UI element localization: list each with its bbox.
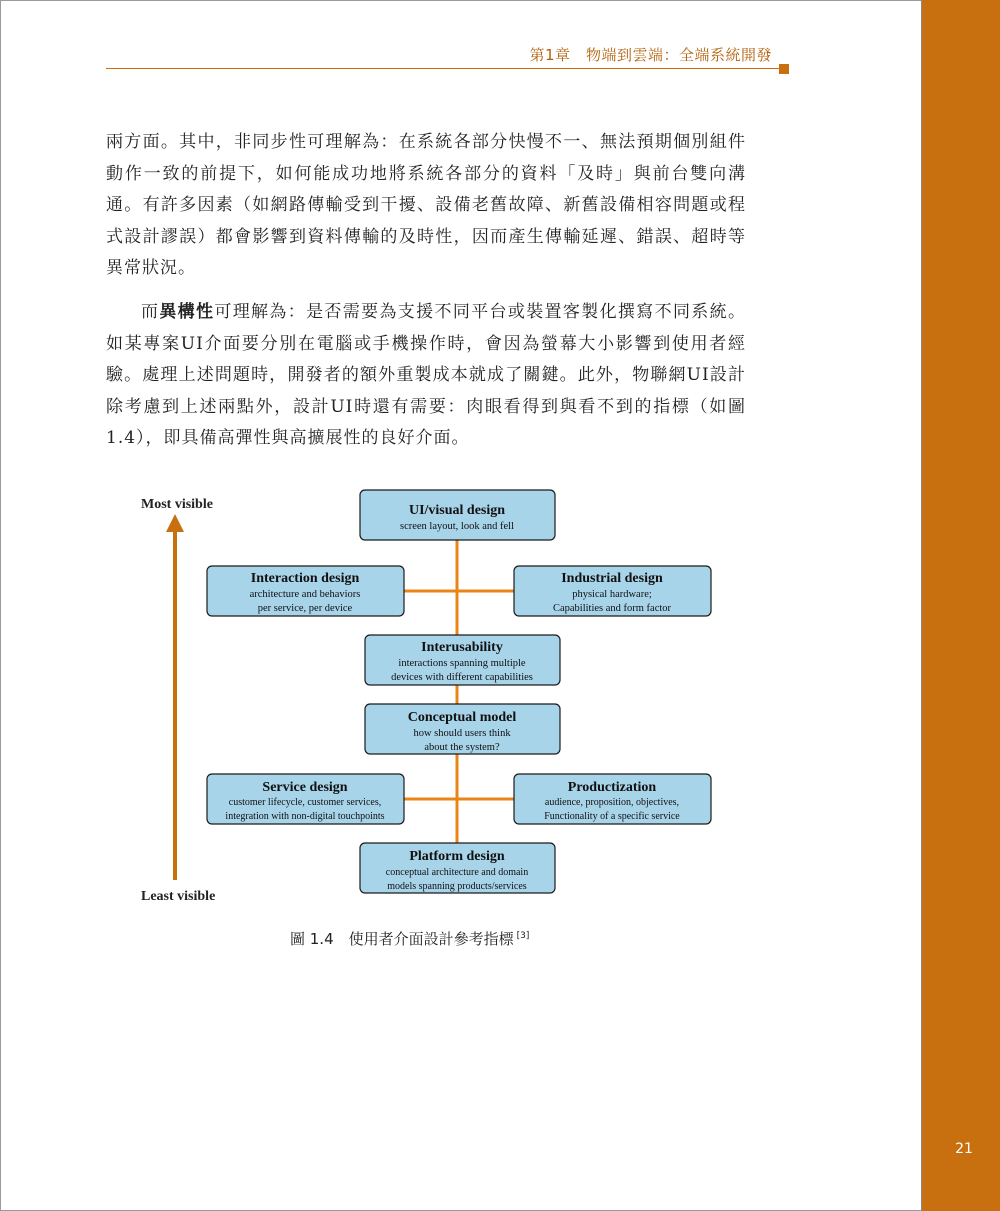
box-interusability <box>365 635 560 685</box>
box-title: Service design <box>262 780 348 795</box>
box-title: Industrial design <box>561 571 663 586</box>
box-title: Interaction design <box>250 571 360 586</box>
paragraph-prefix: 而 <box>141 302 160 322</box>
box-line: per service, per device <box>257 603 353 614</box>
running-header: 第1章 物端到雲端：全端系統開發 <box>529 46 772 64</box>
bold-term-heterogeneity: 異構性 <box>159 302 215 322</box>
box-industrial-design <box>514 566 711 616</box>
figure-caption <box>290 928 529 949</box>
paragraph-body: 可理解為：是否需要為支援不同平台或裝置客製化撰寫不同系統。如某專案UI介面要分別在電腦或手機操作時，會因為螢幕大小影響到使用者經驗。處理上述問題時，開發者的額外重製成本就成了關鍵。此外，物聯網UI設計除考慮到上述兩點外，設計UI時還有需要：肉眼看得到與看不到的指標（如圖1.4），即具備高彈性與高擴展性的良好介面。 <box>106 302 746 448</box>
box-line: conceptual architecture and domain <box>385 867 529 878</box>
box-title: Conceptual model <box>407 710 517 725</box>
box-productization <box>514 774 711 824</box>
box-line: integration with non-digital touchpoints <box>225 811 385 822</box>
page-number: 21 <box>955 1141 973 1157</box>
axis-label-most-visible: Most visible <box>141 497 213 512</box>
box-line: architecture and behaviors <box>249 589 361 600</box>
box-line: interactions spanning multiple <box>398 658 526 669</box>
box-line: customer lifecycle, customer services, <box>228 797 382 808</box>
box-platform-design <box>360 843 555 893</box>
box-ui-visual-design <box>360 490 555 540</box>
box-title: Interusability <box>421 640 503 655</box>
figure-caption-reference: [3] <box>516 931 530 941</box>
box-line: audience, proposition, objectives, <box>544 797 680 808</box>
box-line: screen layout, look and fell <box>399 521 515 532</box>
box-line: models spanning products/services <box>387 881 527 892</box>
box-line: physical hardware; <box>572 589 652 600</box>
box-title: Platform design <box>409 849 505 864</box>
box-title: UI/visual design <box>408 503 506 518</box>
visibility-arrowhead <box>166 514 184 532</box>
box-title: Productization <box>567 780 657 795</box>
box-service-design <box>207 774 404 824</box>
figure-caption-text: 圖 1.4 使用者介面設計參考指標 <box>290 930 514 948</box>
paragraph-asynchrony: 兩方面。其中，非同步性可理解為：在系統各部分快慢不一、無法預期個別組件動作一致的前提下，如何能成功地將系統各部分的資料「及時」與前台雙向溝通。有許多因素（如網路傳輸受到干擾、設備老舊故障、新舊設備相容問題或程式設計謬誤）都會影響到資料傳輸的及時性，因而產生傳輸延遲、錯誤、超時等異常狀況。 <box>106 132 746 278</box>
box-conceptual-model <box>365 704 560 754</box>
box-line: about the system? <box>424 742 500 753</box>
box-line: how should users think <box>413 728 511 739</box>
axis-label-least-visible: Least visible <box>141 889 216 904</box>
box-interaction-design <box>207 566 404 616</box>
box-line: Capabilities and form factor <box>552 603 672 614</box>
box-line: devices with different capabilities <box>391 672 533 683</box>
box-line: Functionality of a specific service <box>544 811 680 822</box>
